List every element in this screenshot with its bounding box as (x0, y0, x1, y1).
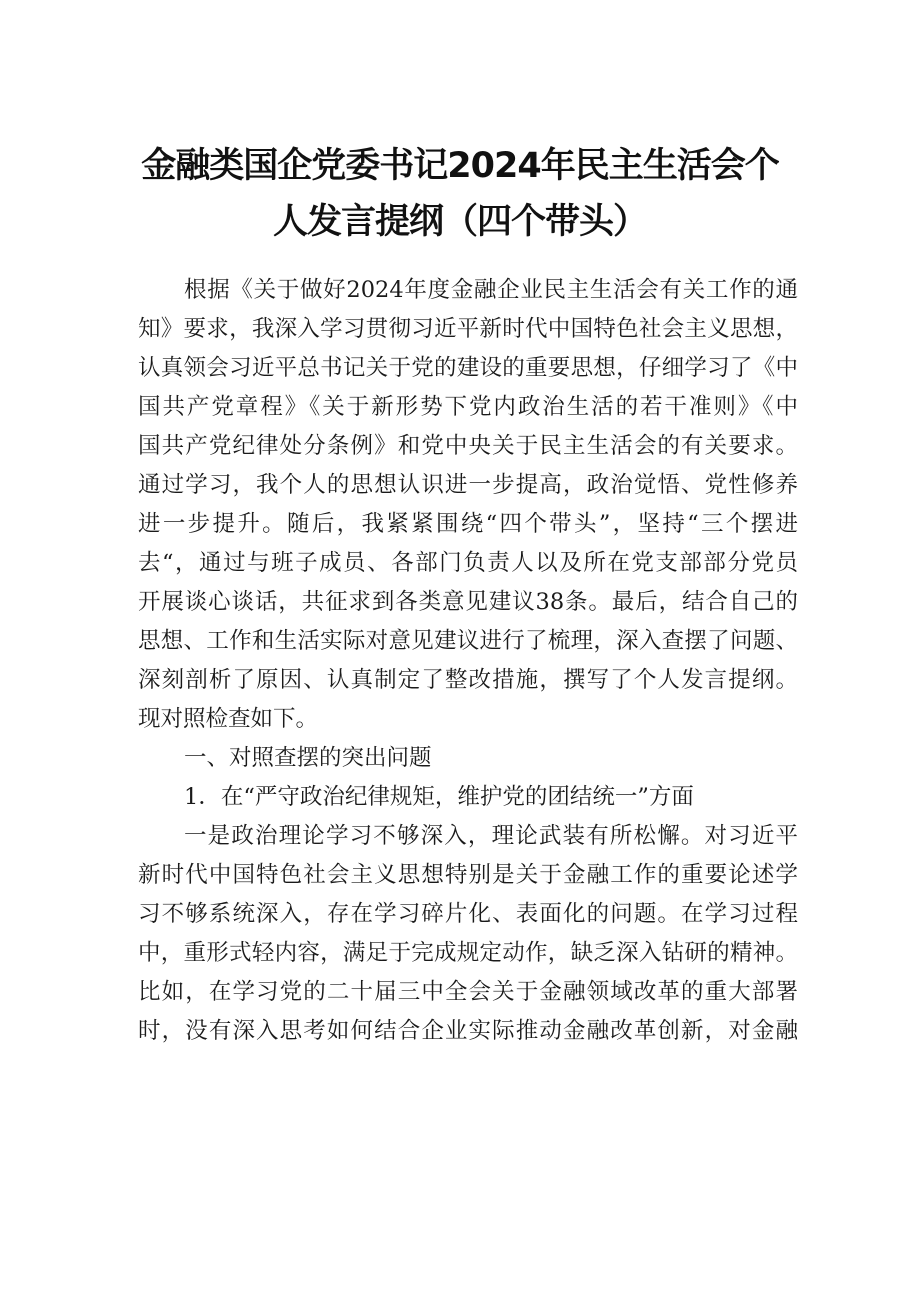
body-line: 一是政治理论学习不够深入，理论武装有所松懈。对习近平 (184, 823, 798, 849)
body-line: 进一步提升。随后，我紧紧围绕“四个带头”，坚持“三个摆进 (138, 511, 798, 537)
subsection-heading: 1．在“严守政治纪律规矩，维护党的团结统一”方面 (184, 784, 694, 810)
document-title-line-2: 人发言提纲（四个带头） (272, 202, 647, 242)
document-title-line-1: 金融类国企党委书记2024年民主生活会个 (141, 146, 779, 186)
body-line: 去“，通过与班子成员、各部门负责人以及所在党支部部分党员 (138, 550, 798, 576)
section-heading: 一、对照查摆的突出问题 (184, 745, 432, 771)
body-line: 国共产党章程》《关于新形势下党内政治生活的若干准则》《中 (138, 394, 798, 420)
body-line: 知》要求，我深入学习贯彻习近平新时代中国特色社会主义思想， (138, 316, 798, 342)
body-line: 新时代中国特色社会主义思想特别是关于金融工作的重要论述学 (138, 862, 798, 888)
body-line: 时，没有深入思考如何结合企业实际推动金融改革创新，对金融 (138, 1018, 798, 1044)
body-line: 认真领会习近平总书记关于党的建设的重要思想，仔细学习了《中 (138, 355, 798, 381)
body-line: 比如，在学习党的二十届三中全会关于金融领域改革的重大部署 (138, 979, 798, 1005)
body-line: 根据《关于做好2024年度金融企业民主生活会有关工作的通 (184, 277, 798, 303)
body-line: 开展谈心谈话，共征求到各类意见建议38条。最后，结合自己的 (138, 589, 798, 615)
body-line: 国共产党纪律处分条例》和党中央关于民主生活会的有关要求。 (138, 433, 798, 459)
body-line: 思想、工作和生活实际对意见建议进行了梳理，深入查摆了问题、 (138, 628, 798, 654)
body-line: 中，重形式轻内容，满足于完成规定动作，缺乏深入钻研的精神。 (138, 940, 798, 966)
body-line: 深刻剖析了原因、认真制定了整改措施，撰写了个人发言提纲。 (138, 667, 798, 693)
body-line: 现对照检查如下。 (138, 706, 319, 732)
body-line: 习不够系统深入，存在学习碎片化、表面化的问题。在学习过程 (138, 901, 798, 927)
body-line: 通过学习，我个人的思想认识进一步提高，政治觉悟、党性修养 (138, 472, 798, 498)
